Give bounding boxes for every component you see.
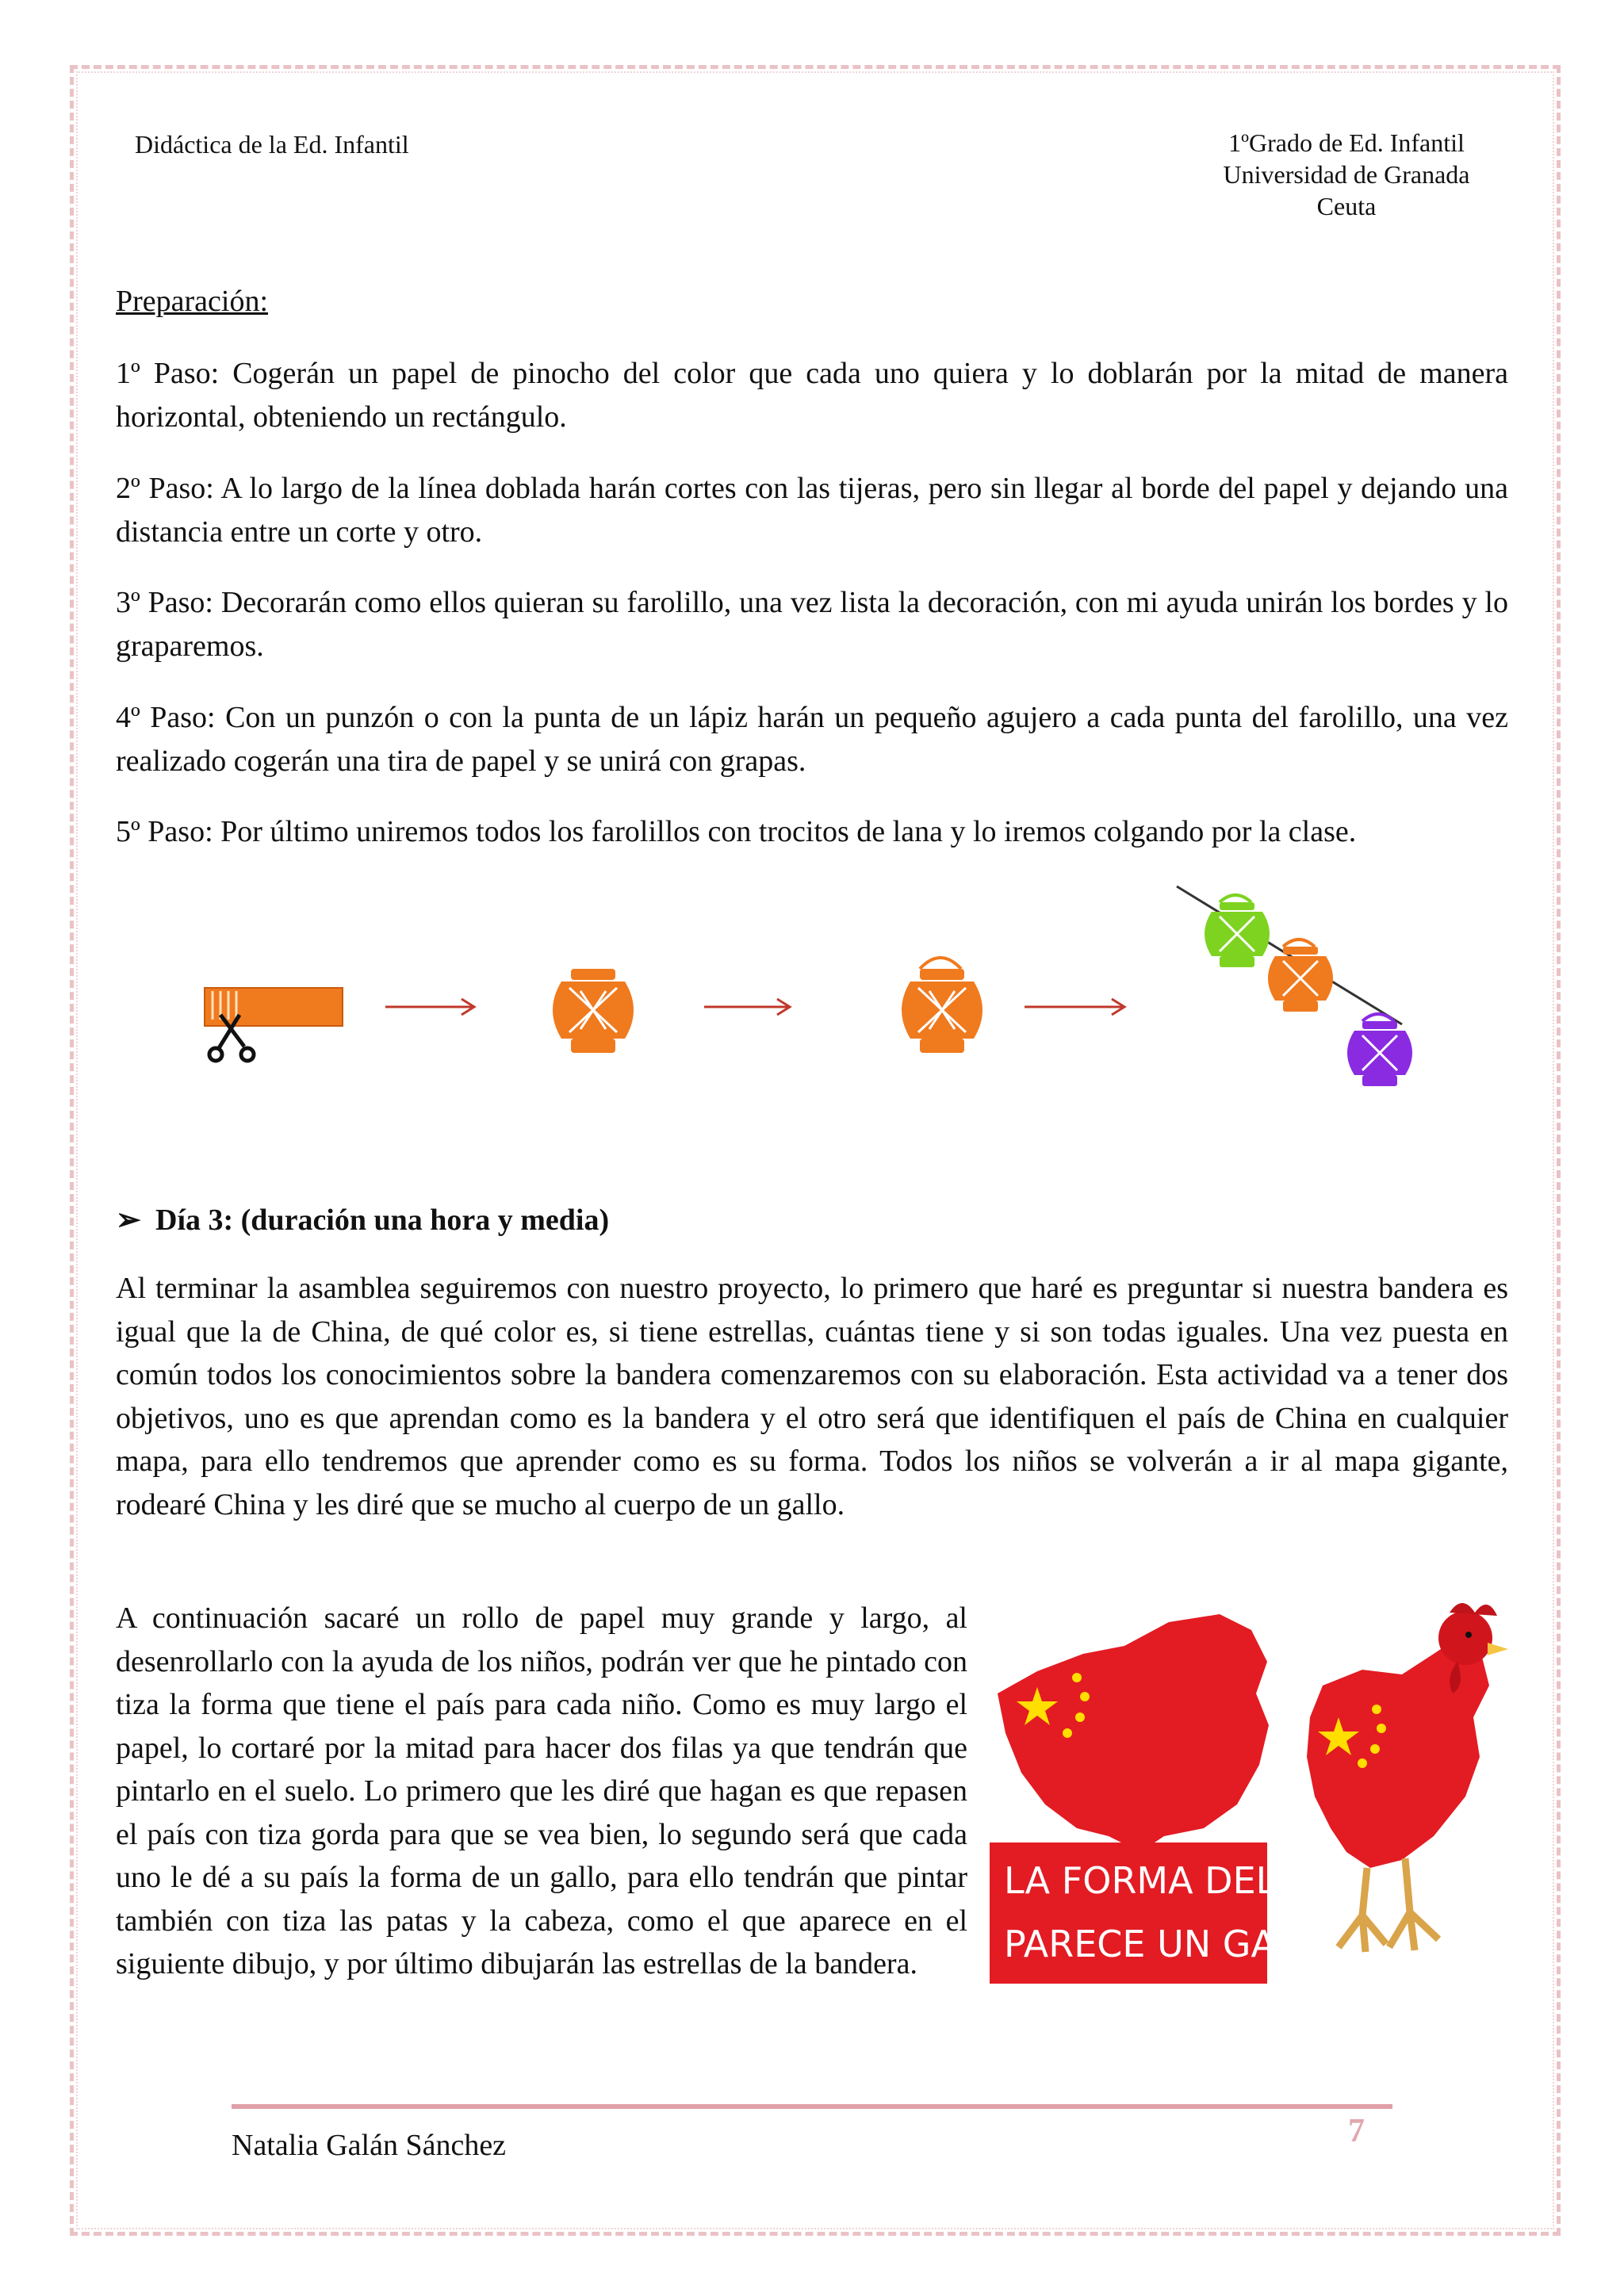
step-1: 1º Paso: Cogerán un papel de pinocho del color que cada uno quiera y lo doblarán por la mitad de manera horizontal, obteniendo un rectángulo. [116, 357, 1508, 434]
lantern-steps-illustration [195, 880, 1448, 1118]
footer-divider [232, 2104, 1392, 2109]
step-2: 2º Paso: A lo largo de la línea doblada harán cortes con las tijeras, pero sin llegar al borde del papel y dejando una distancia entre un corte y otro. [116, 472, 1508, 549]
day3-heading-text: Día 3: (duración una hora y media) [155, 1203, 610, 1237]
lantern-icon [1347, 1014, 1412, 1086]
footer-author: Natalia Galán Sánchez [232, 2129, 507, 2162]
page-number: 7 [1348, 2113, 1365, 2149]
step-4: 4º Paso: Con un punzón o con la punta de un lápiz harán un pequeño agujero a cada punta del farolillo, una vez realizado cogerán una tira de papel y se unirá con grapas. [116, 701, 1508, 778]
lantern-icon [902, 958, 982, 1053]
arrow-icon [385, 999, 474, 1015]
header-city: Ceuta [1316, 192, 1377, 220]
step-3: 3º Paso: Decorarán como ellos quieran su farolillo, una vez lista la decoración, con mi ayuda unirán los bordes y lo graparemos. [116, 586, 1508, 663]
lantern-icon [1268, 939, 1333, 1012]
caption-line-2: PARECE UN GALLO [1004, 1923, 1344, 1965]
header-course: Didáctica de la Ed. Infantil [135, 130, 409, 159]
arrow-bullet-icon: ➢ [116, 1203, 141, 1237]
preparation-label: Preparación: [116, 285, 269, 318]
header-degree: 1ºGrado de Ed. Infantil [1228, 128, 1465, 157]
arrow-icon [1025, 999, 1124, 1015]
lantern-icon [1205, 895, 1270, 967]
header-university: Universidad de Granada [1223, 160, 1470, 189]
china-rooster-image [990, 1598, 1519, 1984]
header-institution [1196, 127, 1497, 222]
lantern-icon [553, 969, 634, 1053]
step-5: 5º Paso: Por último uniremos todos los farolillos con trocitos de lana y lo iremos colgando por la clase. [116, 815, 1357, 848]
day3-paragraph-2: A continuación sacaré un rollo de papel muy grande y largo, al desenrollarlo con la ayuda de los niños, podrán ver que he pintado con tiza la forma que tiene el país para cada niño. Como es muy largo el papel, lo cortaré por la mitad para hacer dos filas ya que tendrán que pintarlo en el suelo. Lo primero que les diré que hagan es que repasen el país con tiza gorda para que se vea bien, lo segundo será que cada uno le dé a su país la forma de un gallo, para ello tendrán que pintar también con tiza las patas y la cabeza, como el que aparece en el siguiente dibujo, y por último dibujarán las estrellas de la bandera. [116, 1601, 967, 1980]
day3-heading [116, 1199, 609, 1242]
caption-line-1: LA FORMA DEL PAÍS [1004, 1859, 1366, 1902]
day3-paragraph-1: Al terminar la asamblea seguiremos con nuestro proyecto, lo primero que haré es preguntar si nuestra bandera es igual que la de China, de qué color es, si tiene estrellas, cuántas tiene y si son todas iguales. Una vez puesta en común todos los conocimientos sobre la bandera comenzaremos con su elaboración. Esta actividad va a tener dos objetivos, uno es que aprendan como es la bandera y el otro será que identifiquen el país de China en cualquier mapa, para ello tendremos que aprender como es su forma. Todos los niños se volverán a ir al mapa gigante, rodearé China y les diré que se mucho al cuerpo de un gallo. [116, 1272, 1508, 1521]
arrow-icon [704, 999, 790, 1015]
